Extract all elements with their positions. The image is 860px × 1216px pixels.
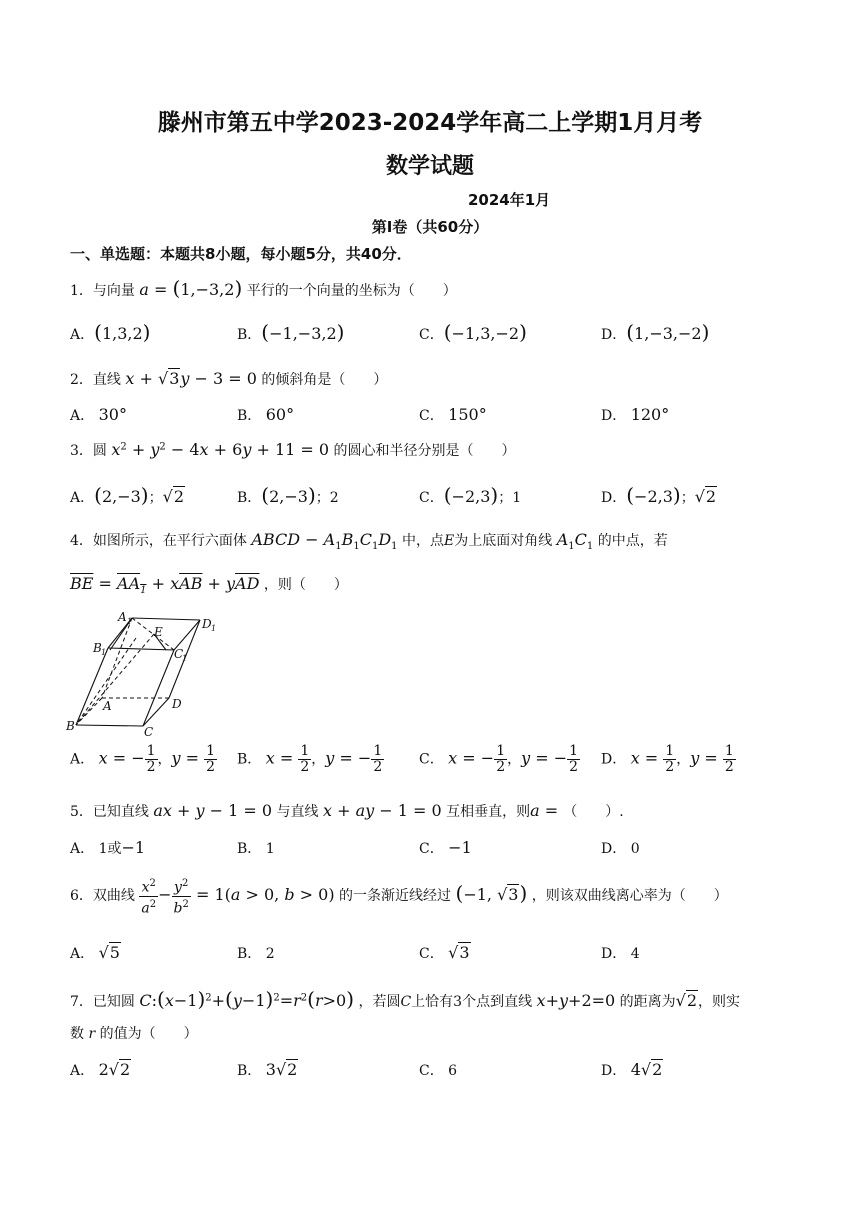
q7-option-b[interactable]: B． 3√2 bbox=[237, 1060, 298, 1079]
question-5: 5．已知直线 ax + y − 1 = 0 与直线 x + ay − 1 = 0 互相垂直，则a = （ ）. bbox=[70, 801, 624, 820]
page-title: 滕州市第五中学2023-2024学年高二上学期1月月考 bbox=[157, 110, 703, 136]
q1-option-d[interactable]: D．(1,−3,−2) bbox=[601, 320, 710, 344]
q4-option-d[interactable]: D． x = $\frac{1}{2}$ ，y = $\frac{1}{2}$ bbox=[601, 743, 734, 775]
q7-option-c[interactable]: C． 6 bbox=[419, 1063, 458, 1079]
label-b1: B bbox=[93, 641, 102, 655]
question-2: 2．直线 x + √3y − 3 = 0 的倾斜角是（ ） bbox=[70, 369, 388, 388]
question-1: 1．与向量 a = (1,−3,2) 平行的一个向量的坐标为（ ） bbox=[70, 276, 457, 300]
q5-option-b[interactable]: B． 1 bbox=[237, 841, 275, 857]
svg-text:1: 1 bbox=[127, 617, 133, 626]
label-d1: D bbox=[202, 617, 212, 631]
label-e: E bbox=[154, 625, 163, 639]
q3-option-a[interactable]: A．(2,−3)；√2 bbox=[70, 483, 184, 507]
svg-text:1: 1 bbox=[101, 648, 107, 657]
q2-option-a[interactable]: A． 30° bbox=[70, 405, 127, 424]
svg-text:1: 1 bbox=[211, 624, 217, 633]
question-7-line-2: 数 r 的值为（ ） bbox=[70, 1026, 198, 1042]
q2-option-b[interactable]: B． 60° bbox=[237, 405, 295, 424]
q4-option-c[interactable]: C． x = − $\frac{1}{2}$ ，y = − $\frac{1}{2}$ bbox=[419, 743, 579, 775]
section-heading: 一、单选题：本题共8小题，每小题5分，共40分． bbox=[70, 245, 412, 263]
q6-option-b[interactable]: B． 2 bbox=[237, 946, 275, 962]
q4-option-a[interactable]: A． x = − $\frac{1}{2}$ ，y = $\frac{1}{2}$ bbox=[70, 743, 216, 775]
q7-option-d[interactable]: D． 4√2 bbox=[601, 1060, 663, 1079]
question-4-line-2: $\overline{BE} = AA_1 + x\overline{AB} + y\overline{AD}$ ，则（ ） bbox=[70, 574, 348, 597]
q4-option-b[interactable]: B． x = $\frac{1}{2}$ ，y = − $\frac{1}{2}$ bbox=[237, 743, 383, 775]
q6-option-c[interactable]: C． √3 bbox=[419, 943, 470, 962]
label-a1: A bbox=[118, 610, 127, 624]
q5-option-c[interactable]: C． −1 bbox=[419, 838, 472, 857]
q3-option-d[interactable]: D．(−2,3)；√2 bbox=[601, 483, 717, 507]
page-subtitle: 数学试题 bbox=[385, 154, 474, 179]
label-b: B bbox=[66, 719, 75, 733]
exam-date: 2024年1月 bbox=[468, 191, 551, 209]
volume-heading: 第Ⅰ卷（共60分） bbox=[371, 218, 489, 236]
label-d: D bbox=[172, 697, 182, 711]
label-a: A bbox=[103, 699, 112, 713]
q2-option-d[interactable]: D． 120° bbox=[601, 405, 670, 424]
q5-option-d[interactable]: D． 0 bbox=[601, 841, 640, 857]
question-3: 3．圆 $x^2 + y^2 - 4x + 6y + 11 = 0$ 的圆心和半径分别是（ ） bbox=[70, 440, 516, 459]
q5-option-a[interactable]: A． 1或−1 bbox=[70, 838, 146, 857]
svg-text:1: 1 bbox=[182, 654, 188, 663]
q6-option-d[interactable]: D． 4 bbox=[601, 946, 640, 962]
q7-option-a[interactable]: A． 2√2 bbox=[70, 1060, 131, 1079]
question-7-line-1: 7．已知圆 $C:(x-1)^2+(y-1)^2=r^2(r>0)$ ，若圆C上恰有3个点到直线 x+y+2=0 的距离为√2，则实 bbox=[70, 987, 741, 1011]
question-6: 6．双曲线 $\frac{x^2}{a^2}$ − $\frac{y^2}{b^2}$ = 1(a > 0, b > 0) 的一条渐近线经过 (−1, √3) ，则该双曲线离心率为（ ） bbox=[70, 878, 728, 917]
label-c: C bbox=[144, 725, 154, 736]
parallelepiped-figure bbox=[66, 608, 226, 736]
q3-option-b[interactable]: B．(2,−3)；2 bbox=[237, 483, 339, 507]
q1-option-b[interactable]: B．(−1,−3,2) bbox=[237, 320, 345, 344]
q1-option-c[interactable]: C．(−1,3,−2) bbox=[419, 320, 527, 344]
q1-option-a[interactable]: A．(1,3,2) bbox=[70, 320, 151, 344]
question-4-line-1: 4．如图所示，在平行六面体 ABCD − $A_1B_1C_1D_1$ 中，点E为上底面对角线 $A_1C_1$ 的中点，若 bbox=[70, 530, 668, 552]
q3-option-c[interactable]: C．(−2,3)；1 bbox=[419, 483, 522, 507]
q6-option-a[interactable]: A． √5 bbox=[70, 943, 120, 962]
label-c1: C bbox=[174, 647, 184, 661]
q2-option-c[interactable]: C． 150° bbox=[419, 405, 487, 424]
